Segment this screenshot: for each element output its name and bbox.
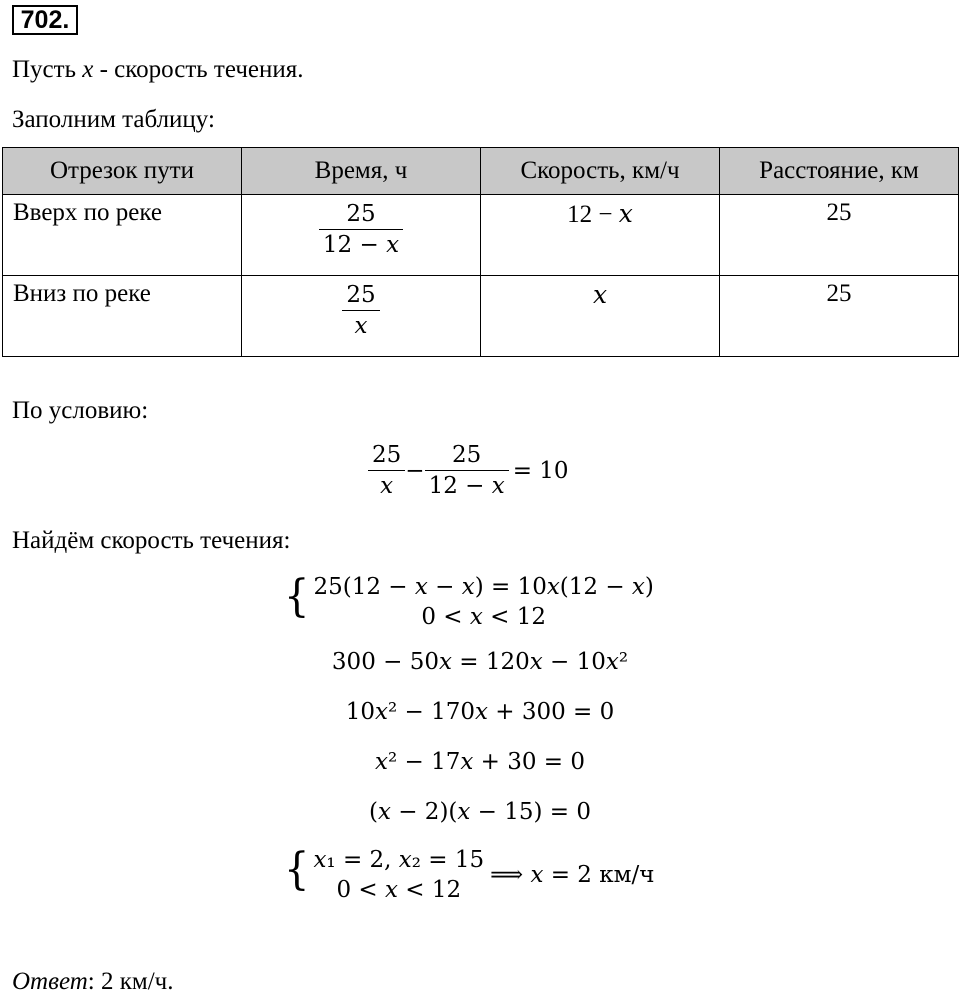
table-header-row	[3, 148, 959, 195]
answer-label: Ответ	[12, 968, 88, 995]
cell-speed: 12 − 𝑥	[481, 195, 720, 276]
cell-segment: Вниз по реке	[3, 276, 242, 357]
fraction-denominator: 12 − 𝑥	[322, 232, 400, 258]
answer-value: : 2 км/ч.	[87, 968, 174, 995]
cell-speed: 𝑥	[481, 276, 720, 357]
fraction-numerator: 25	[346, 201, 376, 227]
data-table	[2, 147, 959, 357]
header-distance: Расстояние, км	[720, 148, 959, 195]
header-time: Время, ч	[242, 148, 481, 195]
system-line: 𝑥₁ = 2, 𝑥₂ = 15	[313, 847, 485, 873]
cell-segment: Вверх по реке	[3, 195, 242, 276]
step-equation: 𝑥² − 17𝑥 + 30 = 0	[374, 749, 585, 775]
step-equation: (𝑥 − 2)(𝑥 − 15) = 0	[368, 799, 592, 825]
fraction-denominator: 𝑥	[354, 313, 368, 339]
intro-prefix: Пусть	[12, 56, 83, 83]
equation-fraction-1	[368, 440, 405, 501]
intro-variable: x	[82, 56, 94, 83]
header-speed: Скорость, км/ч	[481, 148, 720, 195]
brace-icon: {	[284, 571, 310, 622]
fraction-denominator: 𝑥	[380, 473, 394, 499]
table-row	[3, 195, 959, 276]
cell-distance: 25	[720, 276, 959, 357]
cell-time	[242, 195, 481, 276]
equation-rhs: = 10	[512, 457, 569, 484]
fill-table-text: Заполним таблицу:	[12, 106, 215, 133]
system-line: 25(12 − 𝑥 − 𝑥) = 10𝑥(12 − 𝑥)	[313, 574, 654, 600]
equation-system-1	[284, 572, 654, 632]
fraction-numerator: 25	[372, 442, 402, 468]
by-condition-text: По условию:	[12, 397, 149, 424]
conclusion: ⟹ 𝑥 = 2 км/ч	[490, 862, 655, 888]
problem-number: 702.	[12, 5, 78, 35]
answer-line	[12, 968, 173, 996]
find-speed-text: Найдём скорость течения:	[12, 527, 291, 554]
system-line: 0 < 𝑥 < 12	[421, 604, 546, 630]
system-line: 0 < 𝑥 < 12	[336, 877, 462, 903]
equation-fraction-2	[425, 440, 509, 501]
fraction-denominator: 12 − 𝑥	[428, 473, 505, 499]
condition-equation	[368, 440, 569, 501]
solution-block	[284, 845, 654, 905]
fraction-numerator: 25	[451, 442, 482, 468]
step-equation: 300 − 50𝑥 = 120𝑥 − 10𝑥²	[331, 649, 629, 675]
intro-suffix: - скорость течения.	[93, 56, 304, 83]
table-row	[3, 276, 959, 357]
cell-distance: 25	[720, 195, 959, 276]
step-equation: 10𝑥² − 170𝑥 + 300 = 0	[345, 699, 615, 725]
fraction-numerator: 25	[346, 282, 376, 308]
time-fraction	[319, 199, 403, 260]
equation-system-2	[284, 845, 484, 905]
header-segment: Отрезок пути	[3, 148, 242, 195]
time-fraction	[342, 280, 379, 341]
brace-icon: {	[284, 844, 310, 895]
minus-sign: −	[405, 457, 425, 484]
intro-line	[12, 56, 304, 84]
cell-time	[242, 276, 481, 357]
